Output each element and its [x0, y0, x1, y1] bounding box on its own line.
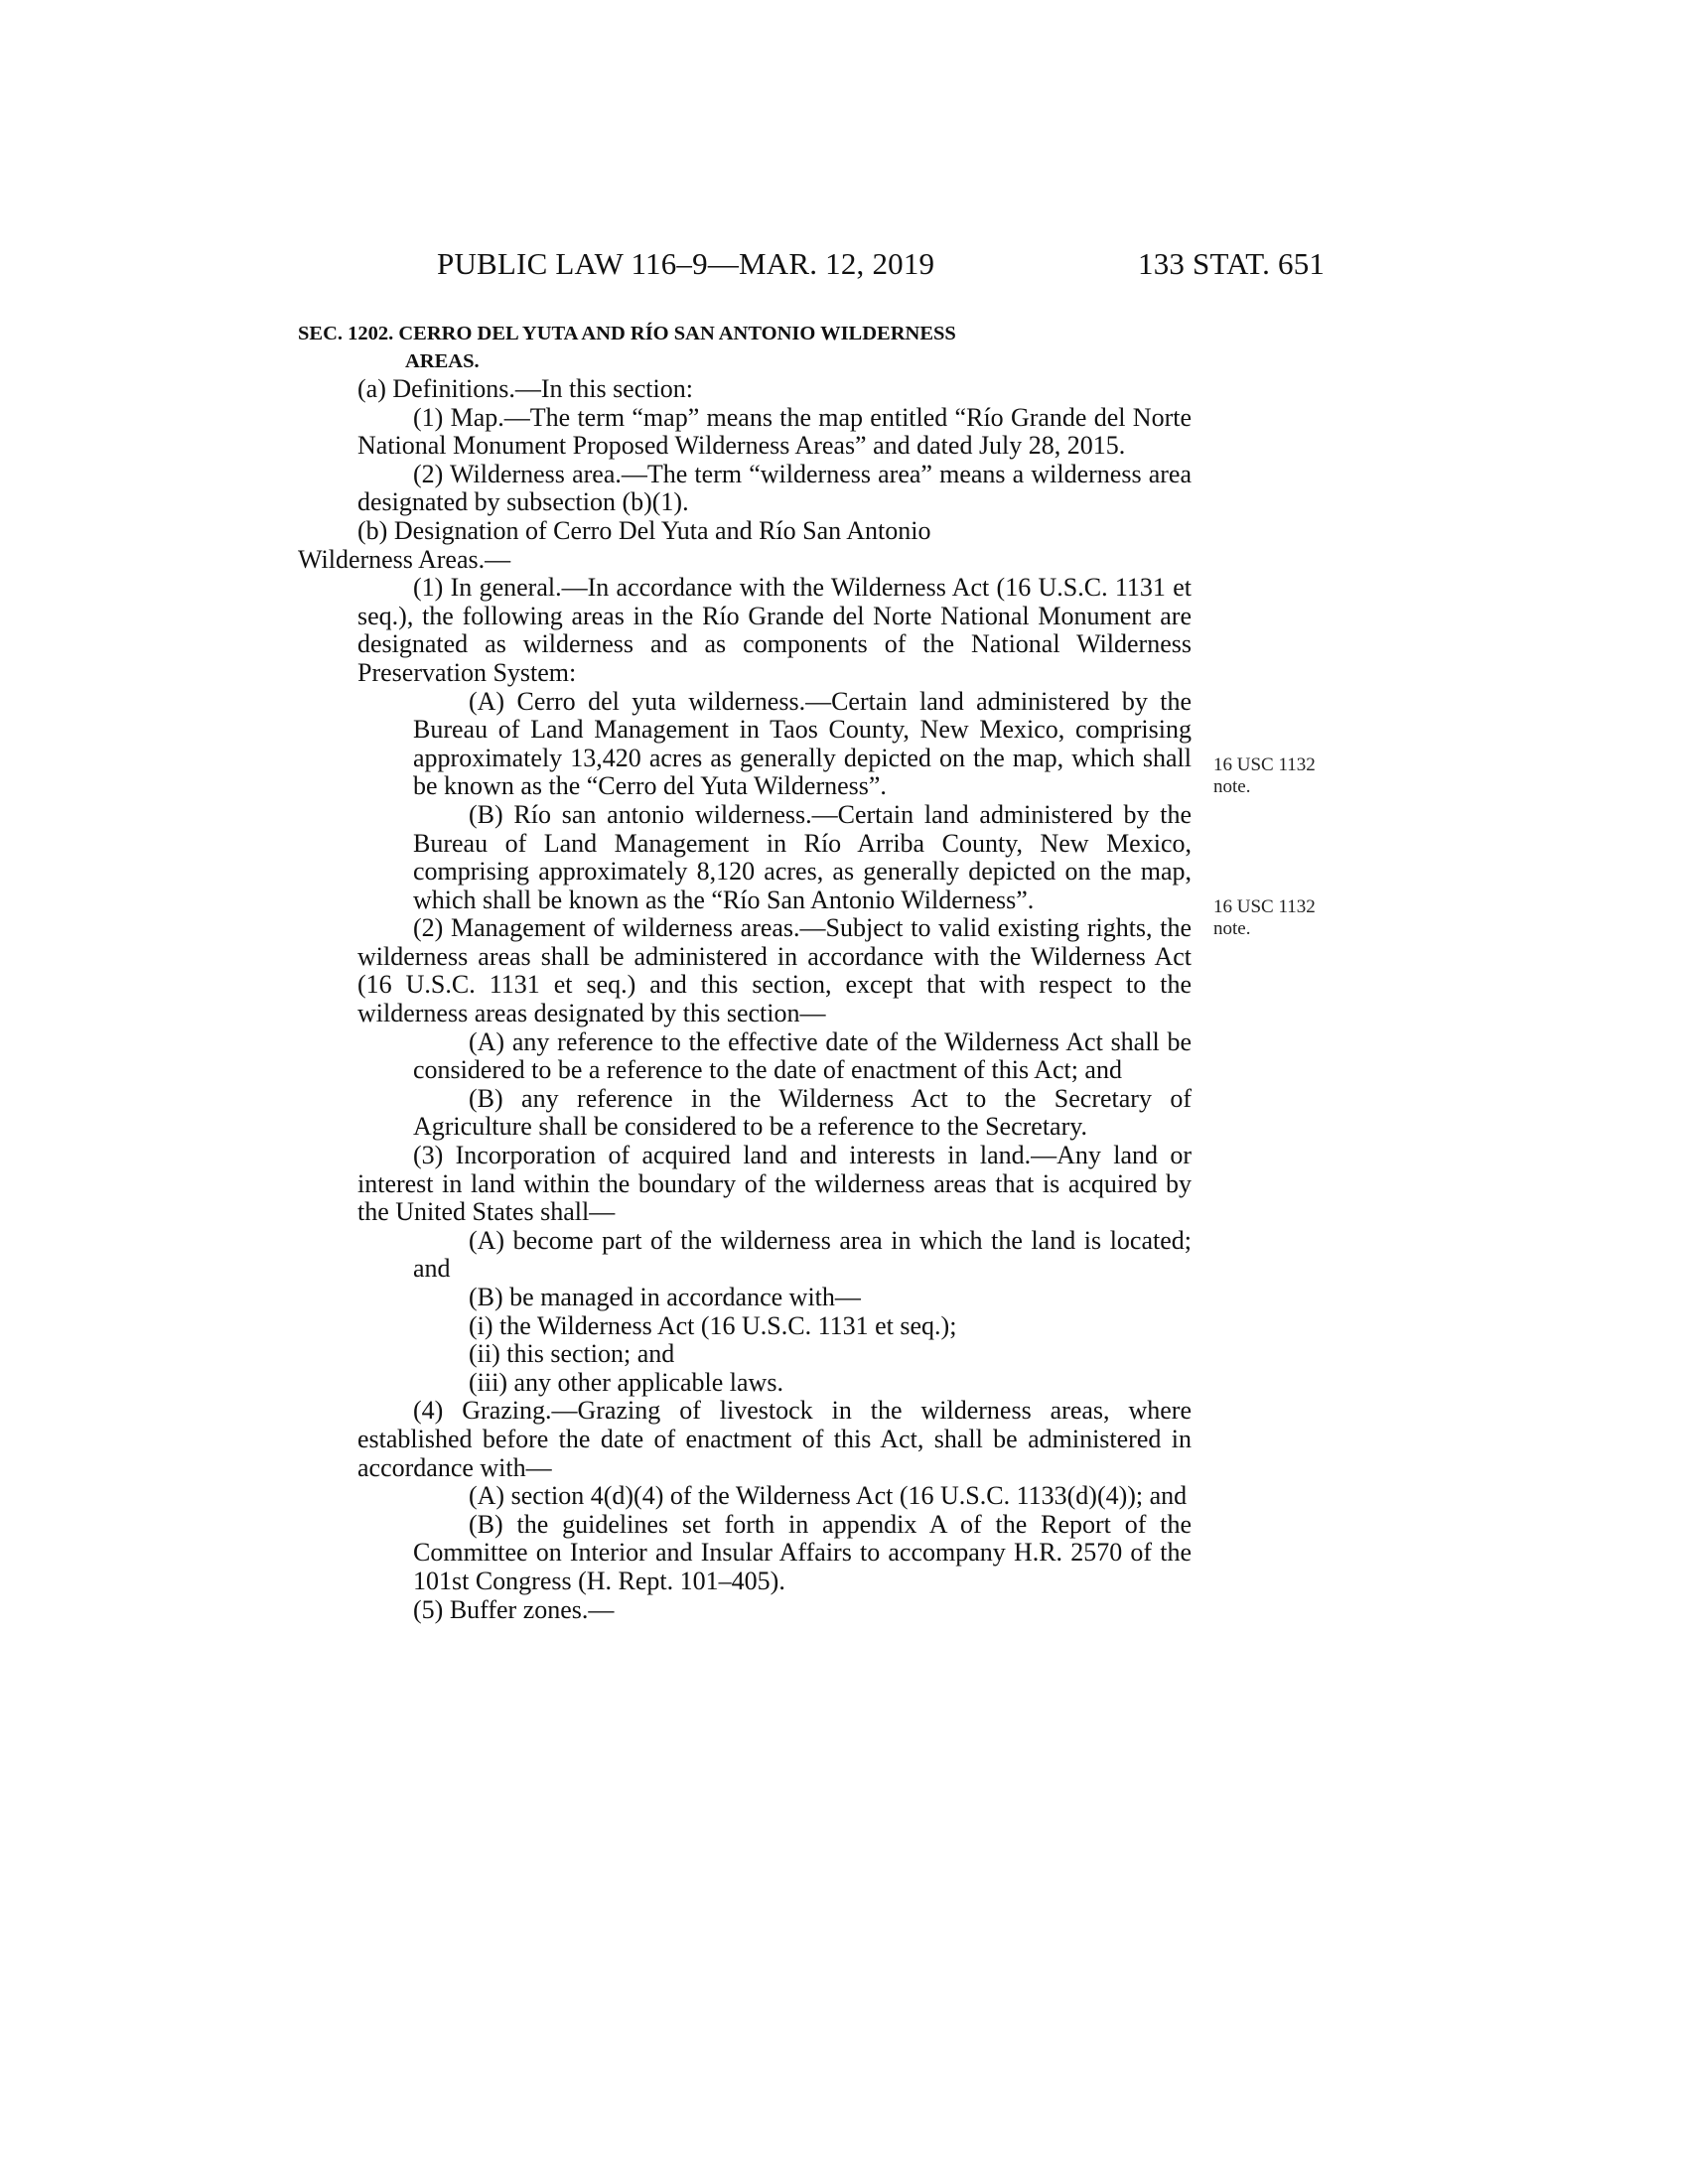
section-body — [298, 375, 1192, 1624]
section-heading — [298, 320, 1192, 375]
paragraph-a2: (2) Wilderness area.—The term “wilderness area” means a wilderness area designated by subsection (b)(1). — [357, 459, 1192, 517]
paragraph-b4: (4) Grazing.—Grazing of livestock in the wilderness areas, where established before the date of enactment of this Act, shall be administered in accordance with— — [357, 1396, 1192, 1482]
margin-note-suffix: note. — [1213, 918, 1251, 939]
paragraph-b1: (1) In general.—In accordance with the Wilderness Act (16 U.S.C. 1131 et seq.), the following areas in the Río Grande del Norte National Monument are designated as wilderness and as components of the National Wilderness Preservation System: — [357, 573, 1192, 687]
paragraph-b3-A: (A) become part of the wilderness area in which the land is located; and — [413, 1225, 1192, 1284]
paragraph-b2-A: (A) any reference to the effective date of the Wilderness Act shall be considered to be a reference to the date of enactment of this Act; and — [413, 1026, 1192, 1085]
margin-note-citation: 16 USC 1132 — [1213, 896, 1316, 917]
paragraph-a-intro: (a) Definitions.—In this section: — [357, 374, 693, 403]
paragraph-b2-B: (B) any reference in the Wilderness Act to the Secretary of Agriculture shall be considered to be a reference to the Secretary. — [413, 1083, 1192, 1142]
margin-note-citation: 16 USC 1132 — [1213, 754, 1316, 775]
paragraph-b1-B: (B) Río san antonio wilderness.—Certain land administered by the Bureau of Land Management in Río Arriba County, New Mexico, comprising approximately 8,120 acres, as generally depicted on the map, which shall be known as the “Río San Antonio Wilderness”. — [413, 799, 1192, 914]
paragraph-b5: (5) Buffer zones.— — [413, 1594, 615, 1624]
paragraph-b3-B-iii: (iii) any other applicable laws. — [469, 1367, 783, 1397]
paragraph-b3-B: (B) be managed in accordance with— — [469, 1283, 861, 1311]
margin-note-suffix: note. — [1213, 776, 1251, 797]
paragraph-b3-B-ii: (ii) this section; and — [469, 1339, 675, 1369]
paragraph-b3: (3) Incorporation of acquired land and interests in land.—Any land or interest in land within the boundary of the wilderness areas that is acquired by the United States shall— — [357, 1141, 1192, 1227]
paragraph-b1-A: (A) Cerro del yuta wilderness.—Certain land administered by the Bureau of Land Management in Taos County, New Mexico, comprising approximately 13,420 acres as generally depicted on the map, which shall be known as the “Cerro del Yuta Wilderness”. — [413, 686, 1192, 801]
section-heading-line2: AREAS. — [405, 350, 480, 372]
section-heading-line1: SEC. 1202. CERRO DEL YUTA AND RÍO SAN ANTONIO WILDERNESS — [298, 323, 956, 344]
paragraph-b4-A: (A) section 4(d)(4) of the Wilderness Act (16 U.S.C. 1133(d)(4)); and — [469, 1481, 1188, 1511]
paragraph-b-heading-line2: Wilderness Areas.— — [298, 544, 511, 574]
margin-note-usc-2 — [1213, 896, 1316, 940]
paragraph-b3-B-i: (i) the Wilderness Act (16 U.S.C. 1131 et seq.); — [469, 1310, 957, 1340]
running-header-left: PUBLIC LAW 116–9—MAR. 12, 2019 — [437, 246, 935, 281]
margin-note-usc-1 — [1213, 754, 1316, 798]
paragraph-a1: (1) Map.—The term “map” means the map entitled “Río Grande del Norte National Monument Proposed Wilderness Areas” and dated July 28, 2015. — [357, 402, 1192, 461]
paragraph-b4-B: (B) the guidelines set forth in appendix A of the Report of the Committee on Interior and Insular Affairs to accompany H.R. 2570 of the 101st Congress (H. Rept. 101–405). — [413, 1509, 1192, 1595]
paragraph-b-heading-line1: (b) Designation of Cerro Del Yuta and Río San Antonio — [357, 515, 931, 545]
paragraph-b2: (2) Management of wilderness areas.—Subject to valid existing rights, the wilderness areas shall be administered in accordance with the Wilderness Act (16 U.S.C. 1131 et seq.) and this section, except that with respect to the wilderness areas designated by this section— — [357, 913, 1192, 1028]
running-header-page-number: 133 STAT. 651 — [1138, 246, 1326, 281]
